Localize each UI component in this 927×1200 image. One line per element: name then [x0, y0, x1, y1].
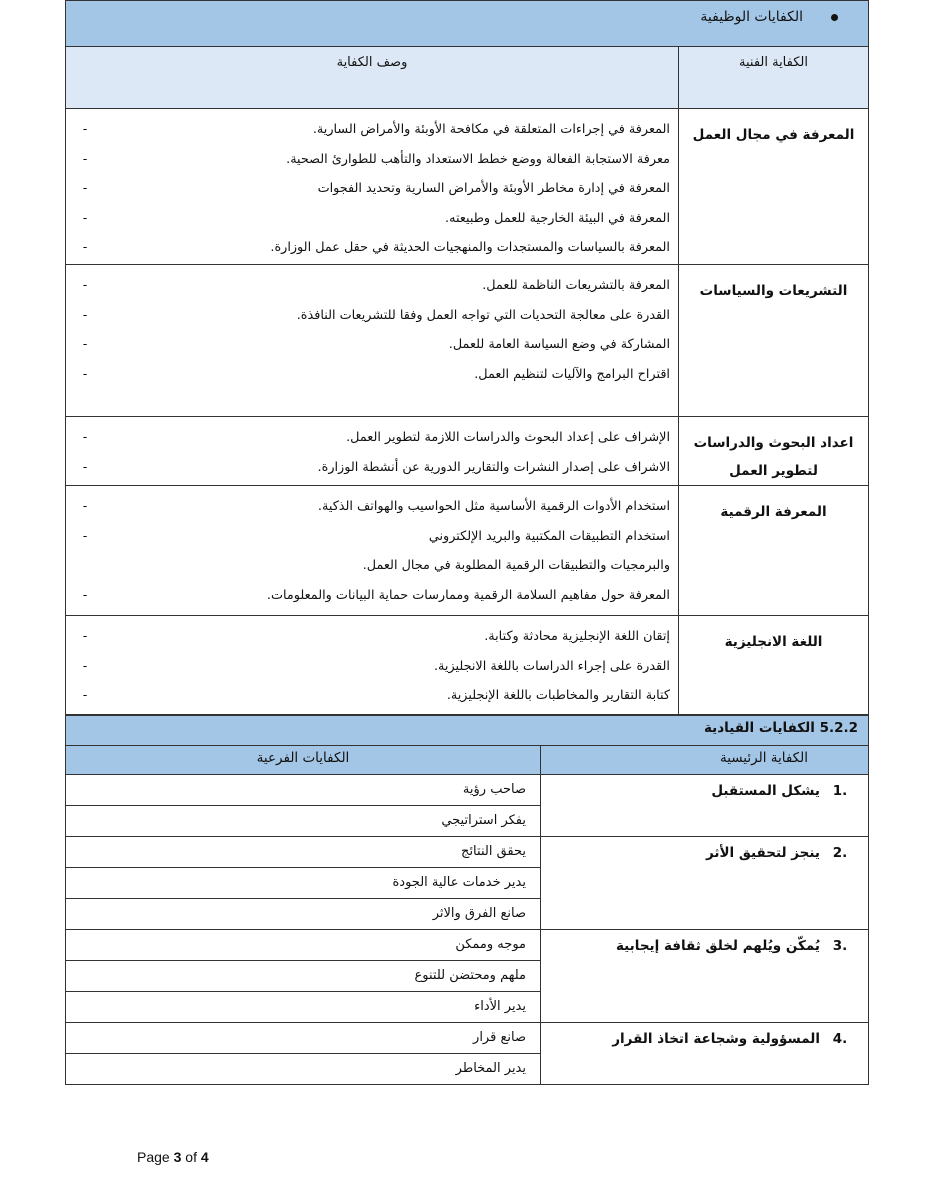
- list-item: [74, 204, 670, 234]
- technical-row: [66, 265, 869, 417]
- list-item-text: معرفة الاستجابة الفعالة ووضع خطط الاستعداد والتأهب للطوارئ الصحية.: [286, 151, 670, 167]
- sub-competency: يدير الأداء: [474, 999, 526, 1014]
- list-dash: -: [82, 366, 88, 382]
- sub-competency: ملهم ومحتضن للتنوع: [66, 961, 540, 992]
- list-item: [74, 622, 670, 652]
- page-footer: [137, 1149, 209, 1165]
- sub-competency: يدير خدمات عالية الجودة: [66, 868, 540, 899]
- list-item-text: والبرمجيات والتطبيقات الرقمية المطلوبة في مجال العمل.: [362, 558, 670, 573]
- main-competency-label: ينجز لتحقيق الأثر: [706, 845, 820, 861]
- list-item: [74, 360, 670, 390]
- list-dash: -: [82, 528, 88, 544]
- technical-label: المعرفة في مجال العمل: [679, 109, 869, 265]
- main-competency: [541, 930, 869, 1023]
- sub-competency: يدير المخاطر: [455, 1061, 526, 1076]
- list-dash: -: [82, 430, 88, 445]
- technical-label: اعداد البحوث والدراسات لتطوير العمل: [679, 417, 869, 486]
- technical-label: اللغة الانجليزية: [679, 616, 869, 715]
- technical-competencies-table: [65, 0, 869, 715]
- main-competency-number: .3: [832, 938, 848, 954]
- list-dash: -: [82, 240, 88, 255]
- list-dash: -: [82, 459, 88, 475]
- leadership-competencies-table: [65, 715, 869, 1085]
- sub-competencies: [66, 837, 541, 930]
- main-competency: [541, 1023, 869, 1085]
- list-dash: -: [82, 122, 88, 137]
- sub-competency: صاحب رؤية: [66, 775, 540, 806]
- technical-label: المعرفة الرقمية: [679, 486, 869, 616]
- leadership-row: [66, 1023, 869, 1085]
- technical-items: [66, 486, 679, 616]
- header-competency: الكفاية الفنية: [679, 47, 869, 109]
- technical-row: [66, 616, 869, 715]
- sub-competencies: [66, 775, 541, 837]
- list-dash: -: [82, 210, 88, 226]
- footer-page-total: 4: [200, 1149, 209, 1165]
- technical-row: [66, 109, 869, 265]
- technical-items: [66, 109, 679, 265]
- main-competency-number: .2: [832, 845, 848, 861]
- bullet-icon: [831, 14, 838, 21]
- section-title: الكفايات الوظيفية: [700, 9, 803, 25]
- list-dash: -: [82, 151, 88, 167]
- list-dash: -: [82, 181, 88, 196]
- list-item: [74, 174, 670, 204]
- main-competency-number: .4: [832, 1031, 848, 1047]
- header-sub-competencies: الكفايات الفرعية: [66, 746, 541, 775]
- sub-competencies: [66, 1023, 541, 1085]
- footer-of-word: of: [185, 1149, 197, 1165]
- list-item-text: المعرفة بالتشريعات الناظمة للعمل.: [482, 278, 670, 293]
- section-title-row: [66, 1, 869, 47]
- list-item-text: الإشراف على إعداد البحوث والدراسات اللازمة لتطوير العمل.: [346, 430, 670, 445]
- list-dash: -: [82, 307, 88, 323]
- list-dash: -: [82, 278, 88, 293]
- technical-row: [66, 417, 869, 486]
- main-competency-label: المسؤولية وشجاعة اتخاذ القرار: [612, 1031, 820, 1047]
- list-item: [74, 423, 670, 453]
- sub-competencies: [66, 930, 541, 1023]
- list-item-text: القدرة على إجراء الدراسات باللغة الانجليزية.: [433, 658, 670, 674]
- technical-row: [66, 486, 869, 616]
- list-dash: -: [82, 658, 88, 674]
- document-page: [66, 0, 869, 1085]
- main-competency: [541, 837, 869, 930]
- list-dash: -: [82, 629, 88, 644]
- technical-items: [66, 616, 679, 715]
- list-item-text: اقتراح البرامج والآليات لتنظيم العمل.: [474, 366, 670, 382]
- list-item-text: استخدام التطبيقات المكتبية والبريد الإلكتروني: [428, 528, 670, 544]
- list-item-text: إتقان اللغة الإنجليزية محادثة وكتابة.: [484, 629, 670, 644]
- list-item: [74, 453, 670, 483]
- list-item-text: المعرفة حول مفاهيم السلامة الرقمية وممارسات حماية البيانات والمعلومات.: [266, 587, 670, 603]
- sub-competency: يفكر استراتيجي: [441, 813, 526, 828]
- header-description: وصف الكفاية: [66, 47, 679, 109]
- leadership-row: [66, 837, 869, 930]
- main-competency: [541, 775, 869, 837]
- leadership-row: [66, 775, 869, 837]
- list-item: [74, 681, 670, 711]
- list-item: [74, 581, 670, 611]
- list-item: [74, 330, 670, 360]
- footer-page-word: Page: [137, 1149, 170, 1165]
- list-item-text: المعرفة في إدارة مخاطر الأوبئة والأمراض السارية وتحديد الفجوات: [317, 181, 670, 196]
- list-item-text: القدرة على معالجة التحديات التي تواجه العمل وفقا للتشريعات النافذة.: [296, 307, 670, 323]
- technical-label: التشريعات والسياسات: [679, 265, 869, 417]
- list-item: [74, 233, 670, 263]
- list-item-text: الاشراف على إصدار النشرات والتقارير الدورية عن أنشطة الوزارة.: [317, 459, 670, 475]
- footer-page-num: 3: [173, 1149, 182, 1165]
- sub-competency: صانع قرار: [66, 1023, 540, 1054]
- list-item: [74, 522, 670, 552]
- main-competency-number: .1: [832, 783, 848, 799]
- list-item: [74, 145, 670, 175]
- sub-competency: موجه وممكن: [66, 930, 540, 961]
- list-item-text: المشاركة في وضع السياسة العامة للعمل.: [448, 337, 670, 352]
- list-dash: -: [82, 587, 88, 603]
- list-item-text: المعرفة في البيئة الخارجية للعمل وطبيعته.: [445, 210, 670, 226]
- list-item-text: استخدام الأدوات الرقمية الأساسية مثل الحواسيب والهواتف الذكية.: [317, 499, 670, 514]
- leadership-row: [66, 930, 869, 1023]
- main-competency-label: يشكل المستقبل: [711, 783, 820, 799]
- list-item-text: كتابة التقارير والمخاطبات باللغة الإنجليزية.: [446, 688, 670, 703]
- sub-competency: صانع الفرق والاثر: [432, 906, 526, 921]
- list-dash: -: [82, 337, 88, 352]
- list-item: [74, 492, 670, 522]
- list-item: [74, 652, 670, 682]
- list-dash: -: [82, 499, 88, 514]
- leadership-title: 5.2.2 الكفايات القيادية: [66, 716, 869, 746]
- list-item-text: المعرفة بالسياسات والمستجدات والمنهجيات الحديثة في حقل عمل الوزارة.: [270, 240, 670, 255]
- sub-competency: يحقق النتائج: [66, 837, 540, 868]
- list-item: [74, 551, 670, 581]
- list-item: [74, 271, 670, 301]
- list-item: [74, 301, 670, 331]
- technical-items: [66, 265, 679, 417]
- list-dash: -: [82, 688, 88, 703]
- main-competency-label: يُمكّن ويُلهم لخلق ثقافة إيجابية: [615, 938, 820, 954]
- technical-items: [66, 417, 679, 486]
- list-item-text: المعرفة في إجراءات المتعلقة في مكافحة الأوبئة والأمراض السارية.: [312, 122, 670, 137]
- header-main-competency: الكفاية الرئيسية: [541, 746, 869, 775]
- list-item: [74, 115, 670, 145]
